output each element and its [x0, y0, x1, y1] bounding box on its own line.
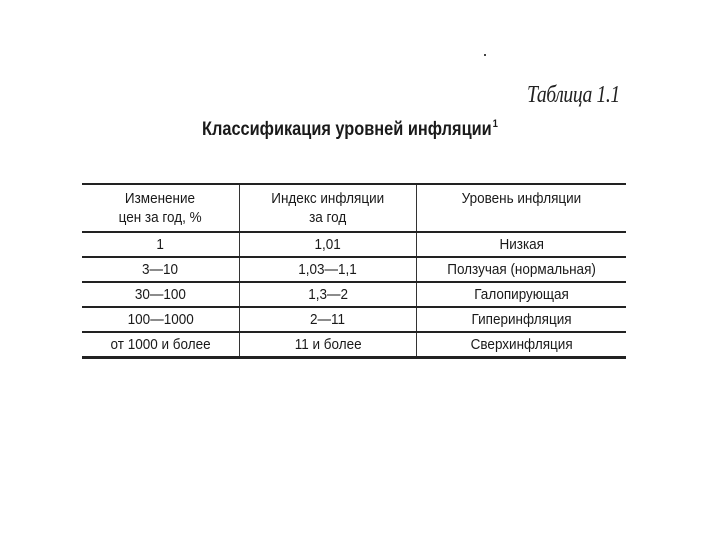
cell-inflation-level: [417, 257, 626, 282]
cell-price-change: [82, 332, 239, 358]
stray-dot-mark: [484, 54, 486, 56]
cell-price-change: [82, 257, 239, 282]
cell-inflation-index: [239, 282, 416, 307]
table-row: [82, 257, 626, 282]
cell-price-change: [82, 307, 239, 332]
cell-text: 1,3—2: [308, 286, 348, 303]
cell-text: 100—1000: [127, 311, 194, 328]
cell-inflation-index: [239, 257, 416, 282]
cell-text: Ползучая (нормальная): [447, 261, 596, 278]
cell-text: 30—100: [134, 286, 186, 303]
table-row: [82, 232, 626, 257]
table-title: [202, 118, 498, 141]
cell-text: 1,03—1,1: [298, 261, 358, 278]
cell-text: Гиперинфляция: [471, 311, 572, 328]
table-number-label: Таблица 1.1: [527, 82, 620, 108]
cell-inflation-index: [239, 232, 416, 257]
cell-text: 11 и более: [294, 336, 362, 353]
header-price-change-line1: Изменение: [125, 190, 196, 207]
cell-inflation-level: [417, 232, 626, 257]
header-inflation-level-line1: Уровень инфляции: [461, 190, 582, 207]
cell-inflation-index: [239, 332, 416, 358]
header-inflation-level: [417, 184, 626, 232]
cell-inflation-level: [417, 332, 626, 358]
cell-text: от 1000 и более: [110, 336, 211, 353]
cell-inflation-level: [417, 307, 626, 332]
title-footnote-marker: 1: [492, 118, 498, 130]
header-price-change: [82, 184, 239, 232]
table-header-row: [82, 184, 626, 232]
table-title-text: Классификация уровней инфляции: [202, 119, 492, 140]
cell-price-change: [82, 232, 239, 257]
cell-text: 1: [156, 236, 165, 253]
table-row: [82, 332, 626, 358]
cell-text: Галопирующая: [474, 286, 569, 303]
table-row: [82, 307, 626, 332]
cell-text: 1,01: [314, 236, 342, 253]
cell-text: 3—10: [142, 261, 179, 278]
header-price-change-line2: цен за год, %: [118, 209, 202, 226]
cell-price-change: [82, 282, 239, 307]
header-inflation-index-line1: Индекс инфляции: [271, 190, 385, 207]
table-row: [82, 282, 626, 307]
inflation-classification-table: [82, 183, 626, 359]
cell-inflation-index: [239, 307, 416, 332]
cell-text: Низкая: [499, 236, 544, 253]
header-inflation-index: [239, 184, 416, 232]
cell-text: Сверхинфляция: [470, 336, 573, 353]
cell-text: 2—11: [310, 311, 346, 328]
header-inflation-index-line2: за год: [309, 209, 347, 226]
cell-inflation-level: [417, 282, 626, 307]
